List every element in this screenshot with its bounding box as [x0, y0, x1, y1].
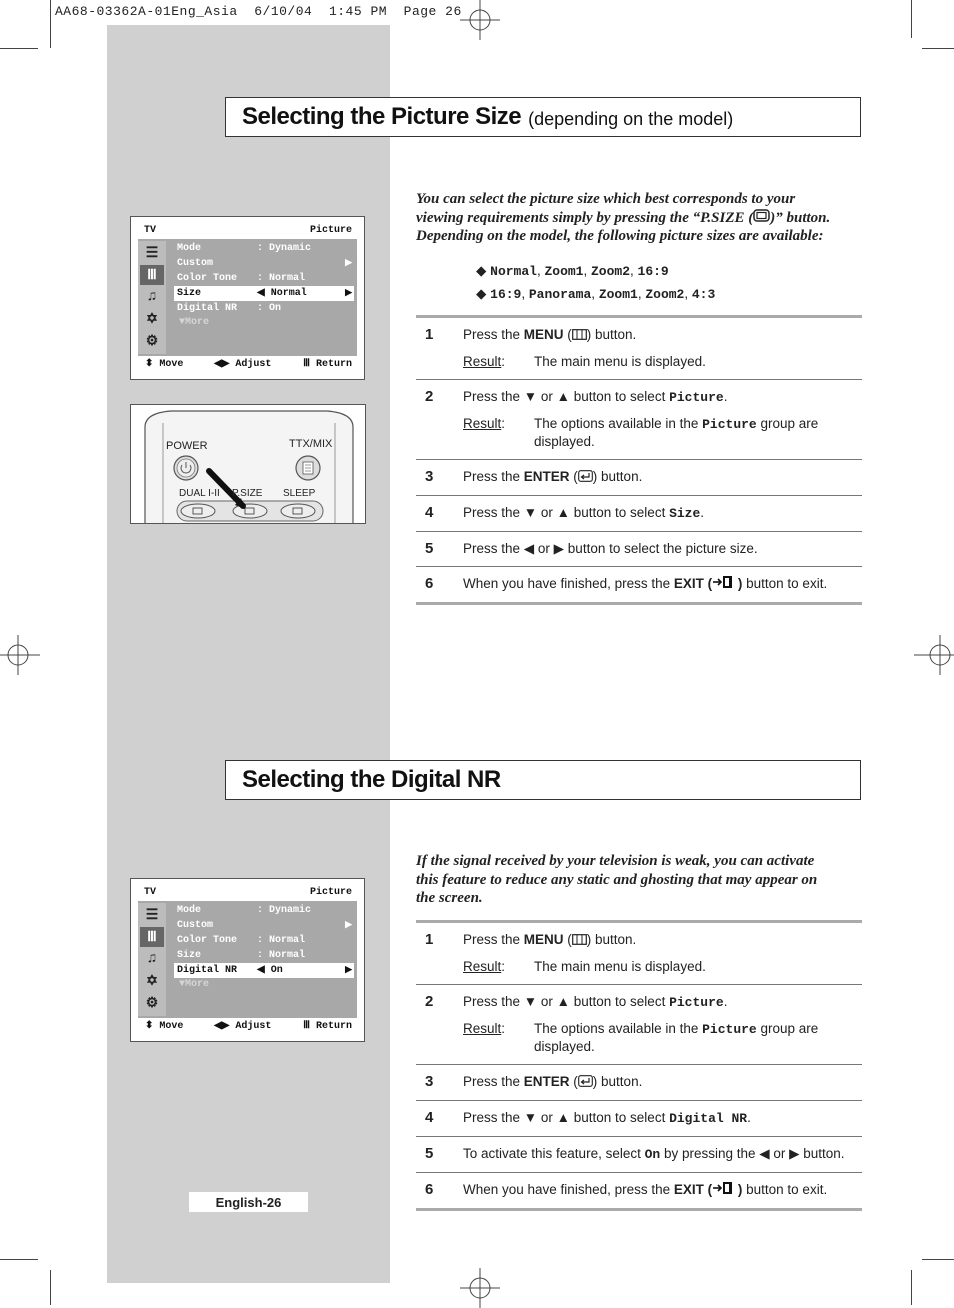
osd-option-name: Custom — [177, 920, 214, 931]
crop-mark — [911, 1270, 912, 1305]
step-result — [463, 958, 862, 975]
sleep-label: SLEEP — [283, 488, 316, 499]
osd-help-move: ⬍ Move — [145, 359, 184, 370]
menu-icon — [572, 329, 587, 340]
step-number: 4 — [425, 1108, 434, 1126]
button-name: EXIT ( — [673, 575, 713, 591]
osd-option-row — [174, 903, 354, 918]
dual-label: DUAL I-II — [179, 488, 220, 499]
osd-option-value: : Normal — [257, 950, 306, 961]
osd-help-move: ⬍ Move — [145, 1021, 184, 1032]
step-text — [463, 388, 862, 450]
result-text: The options available in the Picture group are displayed. — [534, 415, 819, 449]
crop-mark — [922, 48, 954, 49]
step-instruction: Press the ENTER ( ) button. — [463, 1073, 643, 1089]
ttx-label: TTX/MIX — [289, 438, 333, 450]
osd-help-return: Ⅲ Return — [303, 359, 352, 370]
osd-more-indicator: ▼More — [179, 979, 210, 990]
bullet-row: ◆ 16:9, Panorama, Zoom1, Zoom2, 4:3 — [476, 286, 716, 302]
instruction-step — [416, 532, 862, 567]
picture-size-option: Zoom2 — [591, 264, 631, 279]
remote-control-illustration — [130, 404, 366, 524]
step-number: 5 — [425, 1144, 434, 1162]
button-name: ENTER — [523, 1073, 570, 1089]
right-arrow-icon: ▶ — [345, 920, 352, 930]
sound-icon: ♫ — [147, 289, 157, 305]
step-number: 5 — [425, 539, 434, 557]
osd-title-bar — [138, 886, 357, 901]
osd-option-value: : On — [257, 303, 282, 314]
osd-option-name: Digital NR — [177, 303, 238, 314]
osd-menu-title: Picture — [309, 887, 352, 898]
osd-options-list — [174, 241, 354, 330]
osd-option-value: ◀ On — [257, 965, 283, 976]
osd-source-label: TV — [144, 225, 157, 236]
step-text — [463, 1073, 862, 1091]
result-text: The options available in the Picture group are displayed. — [534, 1020, 819, 1054]
section-title-digital-nr — [225, 760, 861, 800]
step-text — [463, 931, 862, 975]
step-number: 3 — [425, 1072, 434, 1090]
sound-icon: ♫ — [147, 951, 157, 967]
step-instruction: To activate this feature, select On by pressing the ◀ or ▶ button. — [463, 1145, 845, 1162]
section-title: Selecting the Digital NR — [242, 766, 501, 793]
result-label: Result: — [463, 415, 506, 431]
registration-mark-icon — [460, 0, 500, 40]
osd-option-name: Mode — [177, 905, 202, 916]
enter-icon — [578, 1075, 593, 1087]
step-result — [463, 415, 862, 450]
instruction-step — [416, 460, 862, 496]
exit-icon — [712, 575, 734, 589]
psize-icon — [753, 209, 770, 222]
osd-source-label: TV — [144, 887, 157, 898]
button-name: ENTER — [523, 468, 570, 484]
intro-line: the screen. — [416, 890, 483, 906]
osd-option-name: Color Tone — [177, 273, 238, 284]
step-result — [463, 1020, 862, 1055]
step-instruction: Press the MENU ( ) button. — [463, 327, 637, 342]
osd-menu — [138, 224, 357, 372]
intro-line: You can select the picture size which best corresponds to your — [416, 191, 796, 207]
osd-option-name: Size — [177, 288, 202, 299]
setup-icon: ⚙ — [145, 995, 159, 1012]
step-number: 3 — [425, 467, 434, 485]
osd-option-row — [174, 241, 354, 256]
osd-option-row — [174, 948, 354, 963]
step-instruction: Press the ▼ or ▲ button to select Digital NR. — [463, 1109, 751, 1126]
osd-option-row — [174, 918, 354, 933]
menu-item-name: Picture — [702, 1021, 757, 1037]
intro-line: this feature to reduce any static and ghosting that may appear on — [416, 871, 818, 888]
osd-option-row — [174, 286, 354, 301]
osd-option-row — [174, 301, 354, 316]
page-number-label: English-26 — [189, 1192, 308, 1212]
steps-list-picture-size — [416, 315, 862, 605]
section-subtitle: (depending on the model) — [528, 108, 734, 129]
intro-line: Depending on the model, the following picture sizes are available: — [416, 228, 824, 244]
osd-title-bar — [138, 224, 357, 239]
osd-option-value: : Normal — [257, 273, 306, 284]
picture-size-option: Normal — [490, 264, 537, 279]
osd-option-row — [174, 256, 354, 271]
picture-size-option: Zoom1 — [544, 264, 584, 279]
osd-option-value: ◀ Normal — [257, 288, 307, 299]
menu-icon — [572, 934, 587, 945]
registration-mark-icon — [0, 635, 40, 675]
enter-icon — [578, 470, 593, 482]
crop-mark — [911, 0, 912, 38]
channel-icon: ✡ — [146, 311, 158, 328]
osd-option-name: Size — [177, 950, 202, 961]
step-text — [463, 575, 862, 593]
button-name: ) — [734, 575, 743, 591]
crop-mark — [0, 1259, 38, 1260]
instruction-step — [416, 1065, 862, 1101]
osd-help-bar — [138, 356, 357, 372]
step-text — [463, 993, 862, 1055]
channel-icon: ✡ — [146, 973, 158, 990]
registration-mark-icon — [914, 635, 954, 675]
step-number: 2 — [425, 387, 434, 405]
psize-label: P.SIZE — [232, 488, 263, 499]
menu-item-name: Digital NR — [669, 1110, 748, 1126]
picture-size-option: Zoom2 — [645, 287, 685, 302]
step-text — [463, 468, 862, 486]
step-instruction: When you have finished, press the EXIT ( ) button to exit. — [463, 575, 828, 591]
setup-icon: ⚙ — [145, 333, 159, 350]
diamond-bullet-icon: ◆ — [476, 263, 491, 278]
result-label: Result: — [463, 353, 506, 369]
section-title: Selecting the Picture Size — [242, 103, 522, 130]
osd-menu-screenshot — [130, 878, 365, 1042]
registration-mark-icon — [460, 1268, 500, 1308]
picture-size-option: Zoom1 — [598, 287, 638, 302]
right-arrow-icon: ▶ — [345, 258, 352, 268]
step-text — [463, 504, 862, 522]
osd-option-value: : Dynamic — [257, 243, 312, 254]
step-instruction: Press the ▼ or ▲ button to select Size. — [463, 504, 705, 521]
osd-help-adjust: ◀▶ Adjust — [214, 1021, 272, 1032]
osd-option-name: Digital NR — [177, 965, 238, 976]
osd-options-list — [174, 903, 354, 992]
step-instruction: Press the ▼ or ▲ button to select Picture. — [463, 993, 728, 1010]
picture-icon: Ⅲ — [140, 265, 164, 285]
osd-option-row — [174, 933, 354, 948]
instruction-step — [416, 1173, 862, 1208]
osd-option-value: : Normal — [257, 935, 306, 946]
result-text: The main menu is displayed. — [534, 958, 706, 974]
osd-menu-title: Picture — [309, 225, 352, 236]
intro-line: If the signal received by your television is weak, you can activate — [416, 853, 815, 869]
instruction-step — [416, 923, 862, 985]
exit-icon — [712, 1181, 734, 1195]
picture-size-option: 16:9 — [637, 264, 669, 279]
picture-size-option: Panorama — [528, 287, 592, 302]
step-text — [463, 1181, 862, 1199]
step-instruction: Press the MENU ( ) button. — [463, 932, 637, 947]
intro-text — [416, 190, 861, 246]
button-name: ) — [734, 1181, 743, 1197]
menu-item-name: Size — [669, 505, 701, 521]
instruction-step — [416, 567, 862, 602]
step-number: 6 — [425, 574, 434, 592]
button-name: EXIT ( — [673, 1181, 713, 1197]
step-text — [463, 326, 862, 370]
osd-option-value: : Dynamic — [257, 905, 312, 916]
step-instruction: Press the ▼ or ▲ button to select Picture. — [463, 388, 728, 405]
osd-menu-screenshot — [130, 216, 365, 380]
instruction-step — [416, 1137, 862, 1173]
picture-size-option: 16:9 — [490, 287, 522, 302]
step-number: 6 — [425, 1180, 434, 1198]
print-header: AA68-03362A-01Eng_Asia 6/10/04 1:45 PM Page 26 — [55, 4, 462, 19]
right-arrow-icon: ▶ — [345, 965, 352, 975]
osd-menu — [138, 886, 357, 1034]
step-instruction: Press the ◀ or ▶ button to select the picture size. — [463, 540, 758, 556]
step-result — [463, 353, 862, 370]
result-label: Result: — [463, 1020, 506, 1036]
osd-category-icons — [138, 903, 166, 1016]
crop-mark — [0, 48, 38, 49]
diamond-bullet-icon: ◆ — [476, 286, 491, 301]
menu-item-name: Picture — [669, 994, 724, 1010]
section-title-picture-size — [225, 97, 861, 137]
osd-option-name: Custom — [177, 258, 214, 269]
input-icon: ☰ — [145, 907, 159, 924]
intro-text — [416, 852, 861, 908]
osd-option-row — [174, 963, 354, 978]
osd-help-return: Ⅲ Return — [303, 1021, 352, 1032]
osd-category-icons — [138, 241, 166, 354]
crop-mark — [50, 0, 51, 48]
osd-help-adjust: ◀▶ Adjust — [214, 359, 272, 370]
instruction-step — [416, 318, 862, 380]
button-name: MENU — [523, 932, 564, 947]
step-number: 1 — [425, 931, 434, 948]
instruction-step — [416, 1101, 862, 1137]
menu-item-name: On — [644, 1146, 661, 1162]
crop-mark — [50, 1270, 51, 1305]
step-text — [463, 540, 862, 557]
step-number: 2 — [425, 992, 434, 1010]
result-text: The main menu is displayed. — [534, 353, 706, 369]
intro-line: viewing requirements simply by pressing the “P.SIZE ( )” button. — [416, 209, 831, 226]
osd-help-bar — [138, 1018, 357, 1034]
input-icon: ☰ — [145, 245, 159, 262]
step-instruction: When you have finished, press the EXIT ( ) button to exit. — [463, 1181, 828, 1197]
bullet-row: ◆ Normal, Zoom1, Zoom2, 16:9 — [476, 263, 669, 279]
osd-more-indicator: ▼More — [179, 317, 210, 328]
menu-item-name: Picture — [669, 389, 724, 405]
step-instruction: Press the ENTER ( ) button. — [463, 468, 643, 484]
instruction-step — [416, 985, 862, 1065]
gray-sidebar-band — [107, 25, 390, 1283]
step-number: 4 — [425, 503, 434, 521]
osd-option-name: Color Tone — [177, 935, 238, 946]
crop-mark — [922, 1259, 954, 1260]
step-text — [463, 1109, 862, 1127]
remote-body-icon — [131, 405, 366, 524]
right-arrow-icon: ▶ — [345, 288, 352, 298]
power-label: POWER — [166, 440, 208, 452]
osd-option-name: Mode — [177, 243, 202, 254]
menu-item-name: Picture — [702, 416, 757, 432]
picture-size-option: 4:3 — [691, 287, 716, 302]
button-name: MENU — [523, 327, 564, 342]
steps-list-digital-nr — [416, 920, 862, 1211]
instruction-step — [416, 496, 862, 532]
picture-icon: Ⅲ — [140, 927, 164, 947]
instruction-step — [416, 380, 862, 460]
step-number: 1 — [425, 326, 434, 343]
result-label: Result: — [463, 958, 506, 974]
osd-option-row — [174, 271, 354, 286]
picture-size-options — [476, 260, 715, 306]
step-text — [463, 1145, 862, 1163]
